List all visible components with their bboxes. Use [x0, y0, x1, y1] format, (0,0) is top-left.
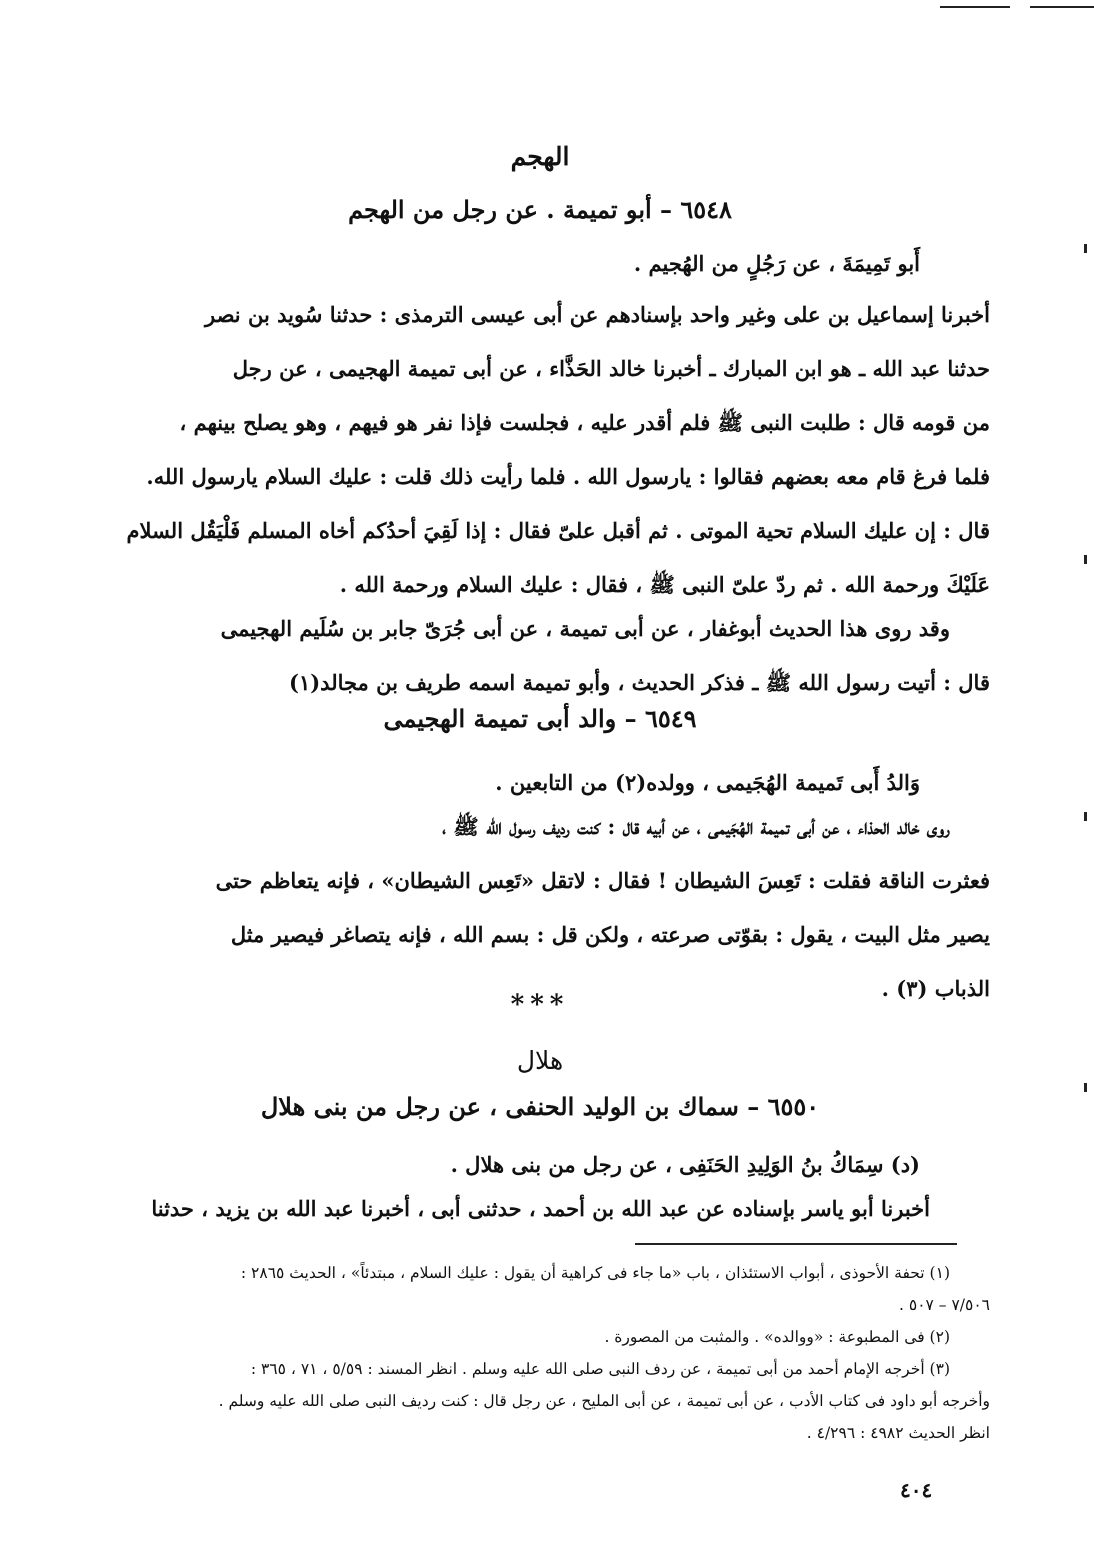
paragraph-line: فعثرت الناقة فقلت : تَعِسَ الشيطان ! فقال : لاتقل «تَعِس الشيطان» ، فإنه يتعاظم حتى [215, 868, 990, 893]
section-separator: *** [510, 990, 570, 1020]
footnotes [90, 1257, 990, 1449]
paragraph-line: وقد روى هذا الحديث أبوغفار ، عن أبى تميمة ، عن أبى جُرَىّ جابر بن سُلَيم الهجيمى [220, 616, 950, 641]
top-rule-left [940, 6, 1010, 8]
paragraph-line: يصير مثل البيت ، يقول : بقوّتى صرعته ، ولكن قل : بسم الله ، فإنه يتصاغر فيصير مثل [230, 922, 990, 947]
footnote: ٧/٥٠٦ – ٥٠٧ . [899, 1296, 990, 1314]
footnote: (١) تحفة الأحوذى ، أبواب الاستئذان ، باب «ما جاء فى كراهية أن يقول : عليك السلام ، مبتدئاً» ، الحديث ٢٨٦٥ : [240, 1264, 950, 1282]
footnote: (٢) فى المطبوعة : «ووالده» . والمثبت من المصورة . [604, 1328, 950, 1346]
hadith-paragraph-2 [90, 602, 990, 710]
paragraph-line: قال : أتيت رسول الله ﷺ ـ فذكر الحديث ، وأبو تميمة اسمه طريف بن مجالد(١) [289, 670, 990, 695]
paragraph-line: أخبرنا أبو ياسر بإسناده عن عبد الله بن أحمد ، حدثنى أبى ، أخبرنا عبد الله بن يزيد ، حدثنا [151, 1196, 930, 1221]
paragraph-line: قال : إن عليك السلام تحية الموتى . ثم أقبل علىّ فقال : إذا لَقِيَ أحدُكم أخاه المسلم فَلْيَقُل السلام [126, 518, 990, 543]
entry-lead: أَبو تَمِيمَةَ ، عن رَجُلٍ من الهُجيم . [633, 251, 920, 276]
footnote: (٣) أخرجه الإمام أحمد من أبى تميمة ، عن ردف النبى صلى الله عليه وسلم . انظر المسند : ٥/٥٩ ، ٧١ ، ٣٦٥ : [250, 1360, 950, 1378]
paragraph-line: من قومه قال : طلبت النبى ﷺ فلم أقدر عليه ، فجلست فإذا نفر هو فيهم ، وهو يصلح بينهم ، [179, 410, 990, 435]
section-title-hajam: الهجم [510, 142, 570, 171]
margin-mark [1084, 244, 1087, 253]
hadith-paragraph-3 [90, 800, 990, 1016]
margin-mark [1084, 555, 1087, 564]
paragraph-line: حدثنا عبد الله ـ هو ابن المبارك ـ أخبرنا خالد الحَذَّاء ، عن أبى تميمة الهجيمى ، عن رجل [232, 356, 990, 381]
paragraph-line: عَلَيْكَ ورحمة الله . ثم ردّ علىّ النبى ﷺ ، فقال : عليك السلام ورحمة الله . [339, 572, 990, 597]
hadith-paragraph [90, 288, 990, 612]
entry-lead: وَالدُ أَبى تَميمة الهُجَيمى ، وولده(٢) من التابعين . [495, 770, 920, 795]
footnote: وأخرجه أبو داود فى كتاب الأدب ، عن أبى تميمة ، عن أبى المليح ، عن رجل قال : كنت رديف النبى صلى الله عليه وسلم . [218, 1392, 990, 1410]
entry-title-6550: ٦٥٥٠ – سماك بن الوليد الحنفى ، عن رجل من بنى هلال [260, 1092, 820, 1121]
margin-mark [1084, 1083, 1087, 1092]
section-title-hilal: هلال [516, 1046, 564, 1075]
footnote-rule [635, 1243, 957, 1245]
paragraph-line: فلما فرغ قام معه بعضهم فقالوا : يارسول الله . فلما رأيت ذلك قلت : عليك السلام يارسول الله. [146, 464, 990, 489]
margin-mark [1084, 812, 1087, 821]
footnote: انظر الحديث ٤٩٨٢ : ٤/٢٩٦ . [806, 1424, 990, 1442]
top-rule-right [1030, 6, 1094, 8]
paragraph-line: أخبرنا إسماعيل بن على وغير واحد بإسنادهم عن أبى عيسى الترمذى : حدثنا سُويد بن نصر [205, 302, 990, 327]
entry-lead: (د) سِمَاكُ بنُ الوَلِيدِ الحَنَفِى ، عن رجل من بنى هلال . [450, 1152, 920, 1177]
page-number: ٤٠٤ [900, 1478, 933, 1502]
entry-title-6548: ٦٥٤٨ – أبو تميمة . عن رجل من الهجم [348, 195, 732, 224]
entry-title-6549: ٦٥٤٩ – والد أبى تميمة الهجيمى [383, 704, 697, 733]
paragraph-line: روى خالد الحذاء ، عن أبى تميمة الهُجَيمى ، عن أبيه قال : كنت رديف رسول الله ﷺ ، [442, 814, 950, 839]
paragraph-line: الذباب (٣) . [881, 976, 990, 1001]
